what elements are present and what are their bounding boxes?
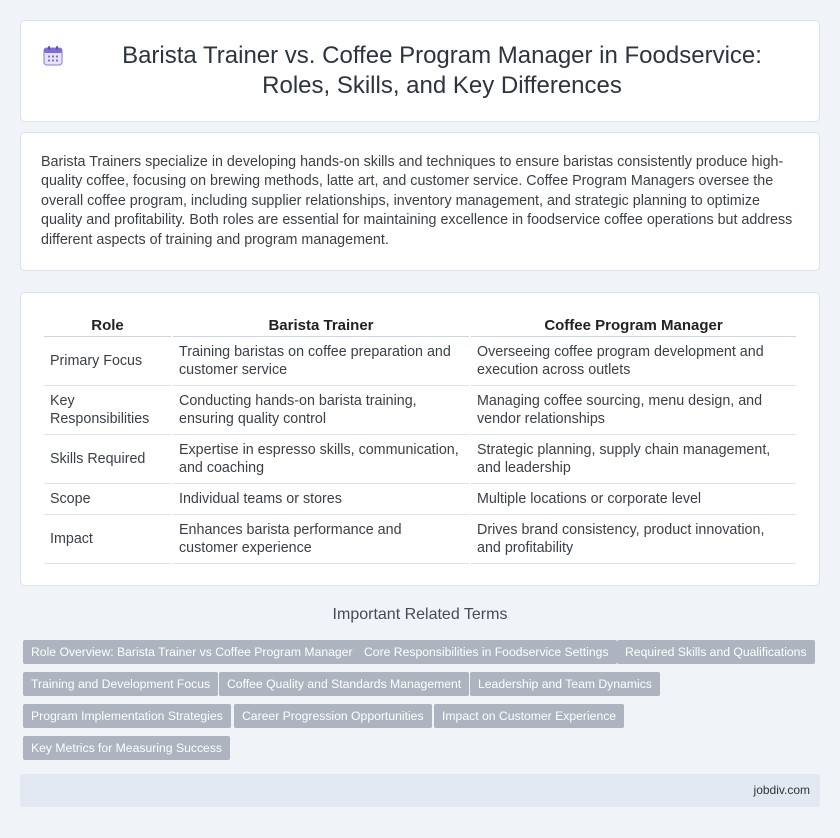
footer-site-link[interactable]: jobdiv.com — [753, 783, 810, 797]
coffee-program-manager-cell: Managing coffee sourcing, menu design, and vendor relationships — [471, 386, 796, 435]
row-label: Primary Focus — [44, 337, 171, 386]
related-term-tag[interactable]: Leadership and Team Dynamics — [470, 672, 660, 696]
header-coffee-program-manager: Coffee Program Manager — [471, 315, 796, 337]
barista-trainer-cell: Conducting hands-on barista training, ensuring quality control — [173, 386, 469, 435]
comparison-table-card — [20, 292, 820, 586]
row-label: Impact — [44, 515, 171, 564]
header-barista-trainer: Barista Trainer — [173, 315, 469, 337]
intro-paragraph: Barista Trainers specialize in developing hands-on skills and techniques to ensure baristas consistently produce high-quality coffee, focusing on brewing methods, latte art, and customer service. Coffee Program Managers oversee the overall coffee program, including supplier relationships, inventory management, and strategic planning to optimize quality and profitability. Both roles are essential for maintaining excellence in foodservice coffee operations but address different aspects of training and program management. — [41, 154, 793, 248]
related-term-tag[interactable]: Training and Development Focus — [23, 672, 218, 696]
related-terms-title: Important Related Terms — [332, 606, 508, 623]
row-label: Scope — [44, 484, 171, 515]
header-card — [20, 20, 820, 122]
table-row — [44, 386, 796, 435]
header-role: Role — [44, 315, 171, 337]
coffee-program-manager-cell: Overseeing coffee program development and execution across outlets — [471, 337, 796, 386]
table-row — [44, 515, 796, 564]
barista-trainer-cell: Individual teams or stores — [173, 484, 469, 515]
barista-trainer-cell: Expertise in espresso skills, communication, and coaching — [173, 435, 469, 484]
table-header-row — [44, 315, 796, 337]
page-title: Barista Trainer vs. Coffee Program Manager in Foodservice: Roles, Skills, and Key Differences — [122, 42, 762, 99]
table-row — [44, 337, 796, 386]
coffee-program-manager-cell: Drives brand consistency, product innovation, and profitability — [471, 515, 796, 564]
table-row — [44, 435, 796, 484]
related-term-tag[interactable]: Required Skills and Qualifications — [617, 640, 815, 664]
comparison-table — [42, 315, 798, 564]
related-term-tag[interactable]: Role Overview: Barista Trainer vs Coffee Program Manager — [23, 640, 361, 664]
related-term-tag[interactable]: Core Responsibilities in Foodservice Settings — [356, 640, 617, 664]
intro-card — [20, 132, 820, 271]
barista-trainer-cell: Enhances barista performance and customer experience — [173, 515, 469, 564]
coffee-program-manager-cell: Strategic planning, supply chain management, and leadership — [471, 435, 796, 484]
barista-trainer-cell: Training baristas on coffee preparation and customer service — [173, 337, 469, 386]
related-term-tag[interactable]: Impact on Customer Experience — [434, 704, 624, 728]
related-term-tag[interactable]: Career Progression Opportunities — [234, 704, 432, 728]
coffee-program-manager-cell: Multiple locations or corporate level — [471, 484, 796, 515]
footer-bar — [20, 774, 820, 807]
related-term-tag[interactable]: Coffee Quality and Standards Management — [219, 672, 469, 696]
calendar-icon — [41, 44, 65, 68]
related-term-tag[interactable]: Key Metrics for Measuring Success — [23, 736, 230, 760]
row-label: Skills Required — [44, 435, 171, 484]
table-row — [44, 484, 796, 515]
row-label: Key Responsibilities — [44, 386, 171, 435]
related-term-tag[interactable]: Program Implementation Strategies — [23, 704, 231, 728]
